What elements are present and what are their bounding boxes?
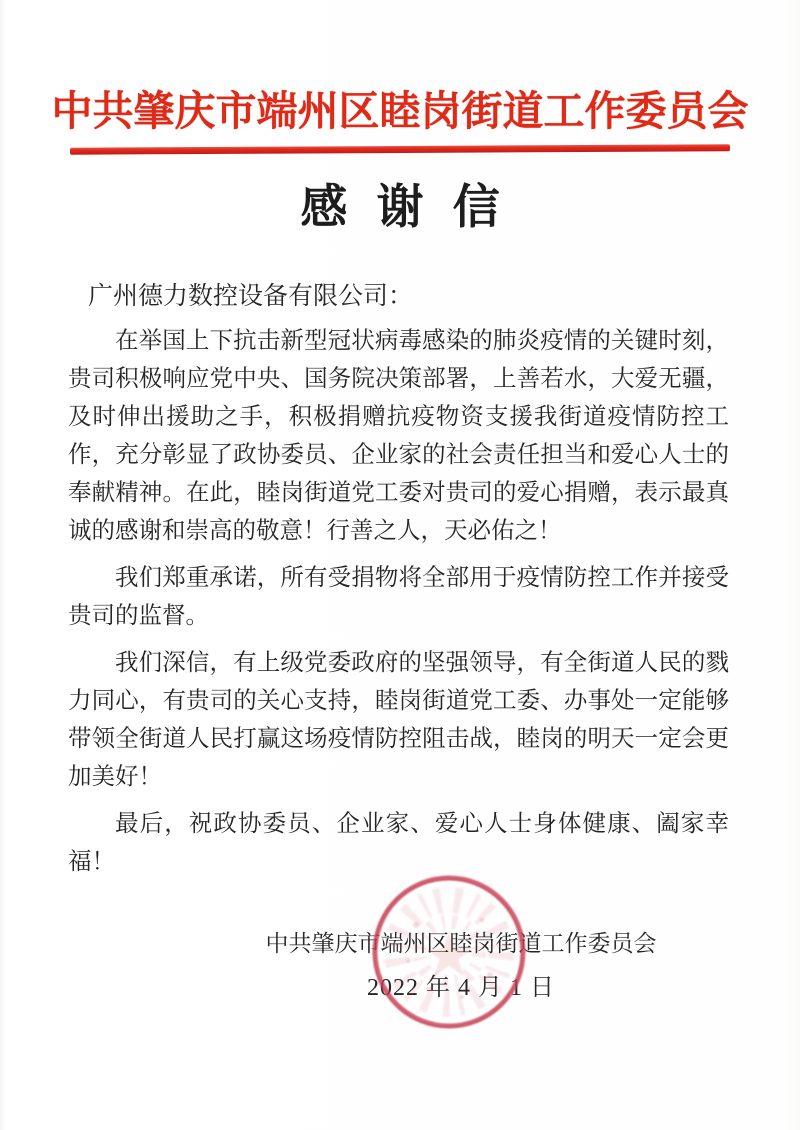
- signature-block: [61, 922, 800, 1010]
- salutation: 广州德力数控设备有限公司：: [88, 283, 414, 310]
- letter-paragraph: 最后，祝政协委员、企业家、爱心人士身体健康、阖家幸福！: [68, 811, 729, 875]
- letter-paragraph: 在举国上下抗击新型冠状病毒感染的肺炎疫情的关键时刻，贵司积极响应党中央、国务院决策部署，上善若水，大爱无疆，及时伸出援助之手，积极捐赠抗疫物资支援我街道疫情防控工作，充分彰显了政协委员、企业家的社会责任担当和爱心人士的奉献精神。在此，睦岗街道党工委对贵司的爱心捐赠，表示最真诚的感谢和崇高的敬意！行善之人，天必佑之！: [68, 328, 729, 544]
- letter-paragraph: 我们深信，有上级党委政府的坚强领导，有全街道人民的戮力同心，有贵司的关心支持，睦岗街道党工委、办事处一定能够带领全街道人民打赢这场疫情防控阻击战，睦岗的明天一定会更加美好！: [68, 650, 729, 790]
- letter-paragraph: 我们郑重承诺，所有受捐物将全部用于疫情防控工作并接受贵司的监督。: [68, 565, 729, 629]
- letter-body: [68, 322, 729, 890]
- signature-line: 中共肇庆市端州区睦岗街道工作委员会: [265, 931, 657, 956]
- letterhead-title: 中共肇庆市端州区睦岗街道工作委员会: [51, 88, 749, 134]
- date-line: 2022 年 4 月 1 日: [367, 975, 555, 1001]
- letter-title: 感谢信: [300, 182, 529, 234]
- letterhead-divider-rule: [70, 144, 730, 154]
